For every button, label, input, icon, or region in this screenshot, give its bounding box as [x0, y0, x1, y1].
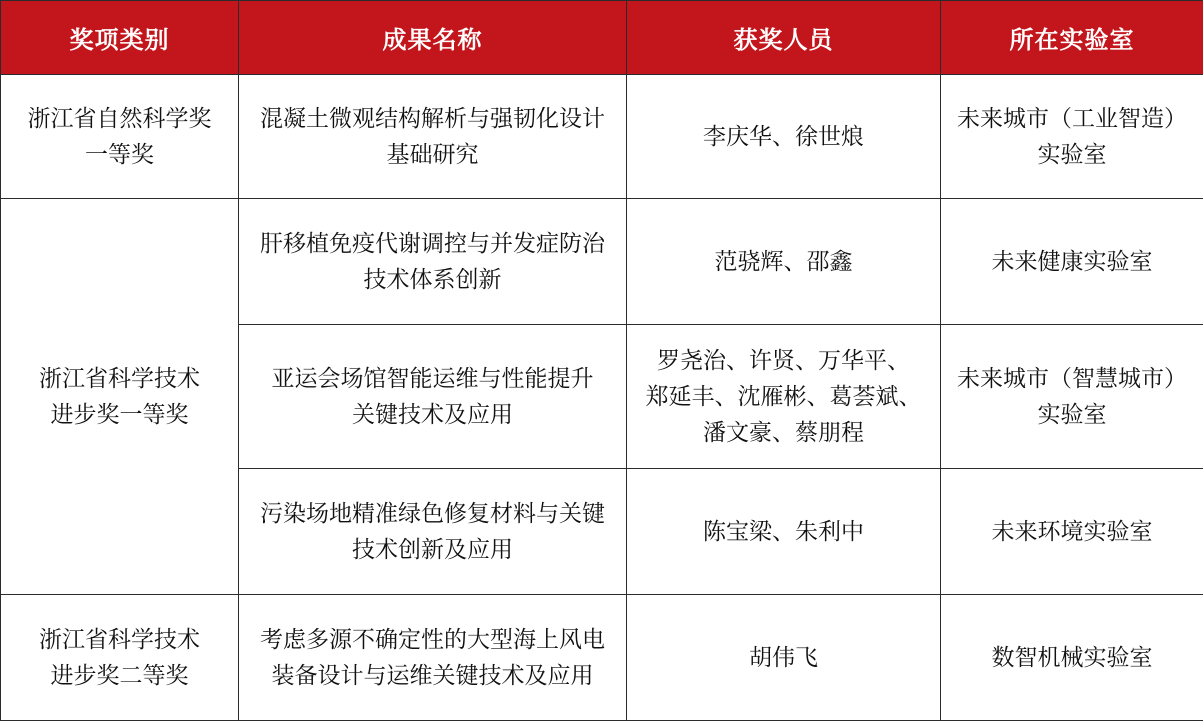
category-line: 浙江省科学技术: [7, 622, 232, 658]
category-line: 浙江省自然科学奖: [7, 101, 232, 137]
achievement-line: 关键技术及应用: [245, 397, 620, 433]
laboratory-line: 实验室: [947, 397, 1197, 433]
table-row: [1, 199, 1203, 325]
laboratory-cell: [941, 199, 1203, 325]
header-category: 奖项类别: [1, 1, 239, 75]
category-cell: [1, 595, 239, 721]
achievement-line: 肝移植免疫代谢调控与并发症防治: [245, 226, 620, 262]
header-row: [1, 1, 1203, 75]
achievement-cell: [239, 199, 627, 325]
winners-line: 胡伟飞: [633, 640, 934, 676]
achievement-line: 考虑多源不确定性的大型海上风电: [245, 622, 620, 658]
achievement-line: 装备设计与运维关键技术及应用: [245, 658, 620, 694]
achievement-line: 混凝土微观结构解析与强韧化设计: [245, 101, 620, 137]
achievement-line: 技术创新及应用: [245, 532, 620, 568]
achievement-line: 技术体系创新: [245, 262, 620, 298]
laboratory-line: 实验室: [947, 137, 1197, 173]
category-cell: [1, 199, 239, 595]
category-line: 一等奖: [7, 137, 232, 173]
achievement-line: 基础研究: [245, 137, 620, 173]
winners-line: 罗尧治、许贤、万华平、: [633, 343, 934, 379]
category-line: 进步奖二等奖: [7, 658, 232, 694]
winners-cell: [627, 595, 941, 721]
winners-line: 李庆华、徐世烺: [633, 119, 934, 155]
laboratory-line: 未来城市（工业智造）: [947, 101, 1197, 137]
winners-cell: [627, 325, 941, 469]
winners-cell: [627, 199, 941, 325]
table-body: [1, 75, 1203, 721]
winners-cell: [627, 469, 941, 595]
achievement-cell: [239, 75, 627, 199]
table-header: [1, 1, 1203, 75]
laboratory-line: 未来环境实验室: [947, 514, 1197, 550]
header-laboratory: 所在实验室: [941, 1, 1203, 75]
laboratory-cell: [941, 325, 1203, 469]
category-cell: [1, 75, 239, 199]
laboratory-cell: [941, 75, 1203, 199]
winners-line: 郑延丰、沈雁彬、葛荟斌、: [633, 379, 934, 415]
winners-line: 范骁辉、邵鑫: [633, 244, 934, 280]
category-line: 浙江省科学技术: [7, 361, 232, 397]
table-row: [1, 595, 1203, 721]
winners-line: 潘文豪、蔡朋程: [633, 415, 934, 451]
laboratory-line: 未来城市（智慧城市）: [947, 361, 1197, 397]
category-line: 进步奖一等奖: [7, 397, 232, 433]
laboratory-cell: [941, 469, 1203, 595]
winners-line: 陈宝梁、朱利中: [633, 514, 934, 550]
achievement-line: 亚运会场馆智能运维与性能提升: [245, 361, 620, 397]
table-row: [1, 75, 1203, 199]
achievement-cell: [239, 469, 627, 595]
achievement-cell: [239, 325, 627, 469]
laboratory-line: 未来健康实验室: [947, 244, 1197, 280]
achievement-cell: [239, 595, 627, 721]
winners-cell: [627, 75, 941, 199]
laboratory-line: 数智机械实验室: [947, 640, 1197, 676]
header-achievement: 成果名称: [239, 1, 627, 75]
header-winners: 获奖人员: [627, 1, 941, 75]
achievement-line: 污染场地精准绿色修复材料与关键: [245, 496, 620, 532]
laboratory-cell: [941, 595, 1203, 721]
